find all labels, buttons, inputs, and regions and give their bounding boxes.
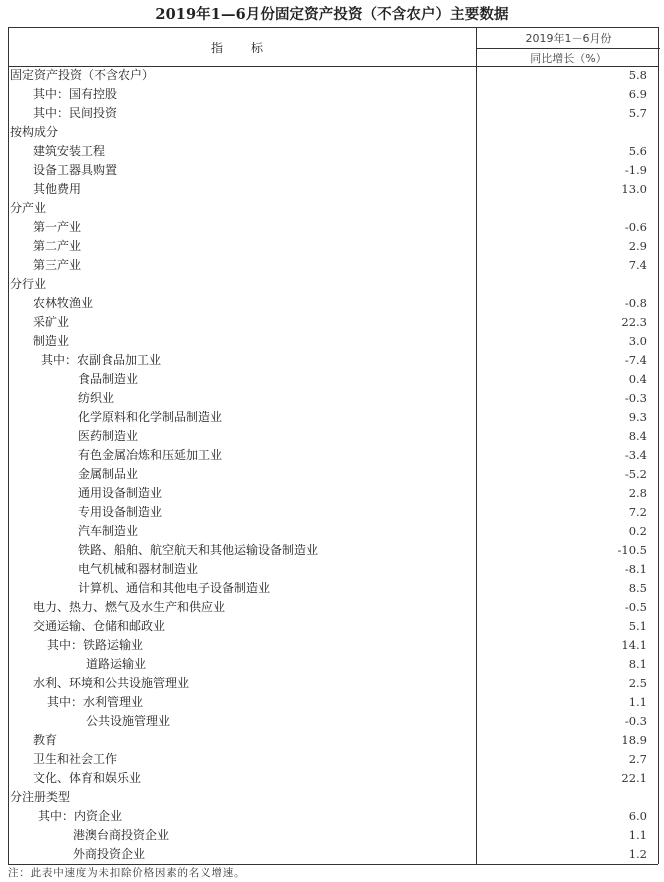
- row-value: -0.8: [624, 296, 647, 310]
- table-row: [0, 256, 664, 275]
- table-row: [0, 522, 664, 541]
- row-label: 计算机、通信和其他电子设备制造业: [78, 581, 271, 595]
- row-value: -0.3: [624, 714, 647, 728]
- table-row: [0, 218, 664, 237]
- row-value: 13.0: [621, 182, 647, 196]
- table-row: [0, 427, 664, 446]
- row-value: 7.2: [628, 505, 647, 519]
- table-row: [0, 199, 664, 218]
- row-value: -8.1: [624, 562, 647, 576]
- row-value: 5.7: [628, 106, 647, 120]
- row-label: 交通运输、仓储和邮政业: [33, 619, 166, 633]
- row-value: 18.9: [621, 733, 647, 747]
- table-row: [0, 85, 664, 104]
- table-row: [0, 389, 664, 408]
- table-row: [0, 104, 664, 123]
- row-value: 8.5: [628, 581, 647, 595]
- row-label: 金属制品业: [78, 467, 139, 481]
- table-row: [0, 484, 664, 503]
- row-value: 0.2: [628, 524, 647, 538]
- table-row: [0, 769, 664, 788]
- row-label: 固定资产投资（不含农户）: [10, 68, 155, 82]
- row-label: 纺织业: [78, 391, 115, 405]
- row-value: 2.7: [628, 752, 647, 766]
- table-row: [0, 465, 664, 484]
- row-value: 1.2: [628, 847, 647, 861]
- row-value: 2.9: [628, 239, 647, 253]
- row-label: 设备工器具购置: [33, 163, 118, 177]
- row-label: 其中：铁路运输业: [47, 638, 144, 652]
- table-row: [0, 180, 664, 199]
- row-label: 有色金属冶炼和压延加工业: [78, 448, 223, 462]
- row-label: 通用设备制造业: [78, 486, 163, 500]
- table-row: [0, 693, 664, 712]
- row-value: -0.5: [624, 600, 647, 614]
- table-row: [0, 845, 664, 864]
- row-label: 汽车制造业: [78, 524, 139, 538]
- row-label: 文化、体育和娱乐业: [33, 771, 142, 785]
- row-label: 食品制造业: [78, 372, 139, 386]
- row-value: 8.1: [628, 657, 647, 671]
- table-row: [0, 503, 664, 522]
- table-row: [0, 807, 664, 826]
- row-label: 制造业: [33, 334, 70, 348]
- row-value: 5.8: [628, 68, 647, 82]
- row-value: 5.6: [628, 144, 647, 158]
- table-row: [0, 351, 664, 370]
- table-row: [0, 636, 664, 655]
- row-label: 第二产业: [33, 239, 82, 253]
- row-value: 22.1: [621, 771, 647, 785]
- bottom-rule: [8, 864, 658, 865]
- row-label: 教育: [33, 733, 58, 747]
- row-value: 1.1: [628, 695, 647, 709]
- row-label: 水利、环境和公共设施管理业: [33, 676, 190, 690]
- table-row: [0, 237, 664, 256]
- row-value: 3.0: [628, 334, 647, 348]
- row-value: 0.4: [628, 372, 647, 386]
- table-row: [0, 788, 664, 807]
- row-value: -0.6: [624, 220, 647, 234]
- row-value: -0.3: [624, 391, 647, 405]
- row-value: 7.4: [628, 258, 647, 272]
- row-value: 5.1: [628, 619, 647, 633]
- row-label: 采矿业: [33, 315, 70, 329]
- footnote: 注：此表中速度为未扣除价格因素的名义增速。: [8, 867, 246, 879]
- row-label: 建筑安装工程: [33, 144, 106, 158]
- table-row: [0, 712, 664, 731]
- row-label: 港澳台商投资企业: [73, 828, 170, 842]
- table-row: [0, 66, 664, 85]
- row-label: 专用设备制造业: [78, 505, 163, 519]
- row-value: -10.5: [617, 543, 647, 557]
- row-value: -5.2: [624, 467, 647, 481]
- table-row: [0, 655, 664, 674]
- row-label: 其中：内资企业: [38, 809, 123, 823]
- row-value: 2.8: [628, 486, 647, 500]
- table-row: [0, 750, 664, 769]
- row-label: 医药制造业: [78, 429, 139, 443]
- table-row: [0, 541, 664, 560]
- row-label: 其中：国有控股: [33, 87, 118, 101]
- row-value: -7.4: [624, 353, 647, 367]
- row-value: 22.3: [621, 315, 647, 329]
- table-row: [0, 674, 664, 693]
- table-row: [0, 826, 664, 845]
- row-label: 化学原料和化学制品制造业: [78, 410, 223, 424]
- table-row: [0, 123, 664, 142]
- table-row: [0, 731, 664, 750]
- row-label: 道路运输业: [86, 657, 147, 671]
- row-label: 农林牧渔业: [33, 296, 94, 310]
- table-row: [0, 560, 664, 579]
- row-label: 分注册类型: [10, 790, 71, 804]
- row-value: -3.4: [624, 448, 647, 462]
- row-label: 其中：民间投资: [33, 106, 118, 120]
- row-label: 电力、热力、燃气及水生产和供应业: [33, 600, 226, 614]
- row-label: 按构成分: [10, 125, 59, 139]
- table-row: [0, 142, 664, 161]
- row-value: 6.0: [628, 809, 647, 823]
- row-value: 2.5: [628, 676, 647, 690]
- row-label: 铁路、船舶、航空航天和其他运输设备制造业: [78, 543, 319, 557]
- row-value: 8.4: [628, 429, 647, 443]
- row-label: 分行业: [10, 277, 47, 291]
- table-row: [0, 598, 664, 617]
- row-label: 卫生和社会工作: [33, 752, 118, 766]
- table-row: [0, 313, 664, 332]
- row-label: 电气机械和器材制造业: [78, 562, 199, 576]
- column-header-indicator: 指 标: [210, 40, 271, 55]
- row-value: 6.9: [628, 87, 647, 101]
- column-header-growth: 同比增长（%）: [530, 51, 607, 65]
- table-row: [0, 370, 664, 389]
- row-label: 其中：水利管理业: [47, 695, 144, 709]
- row-label: 外商投资企业: [73, 847, 146, 861]
- row-value: 9.3: [628, 410, 647, 424]
- row-value: -1.9: [624, 163, 647, 177]
- row-label: 公共设施管理业: [86, 714, 171, 728]
- table-row: [0, 332, 664, 351]
- table-row: [0, 408, 664, 427]
- row-label: 分产业: [10, 201, 47, 215]
- table-body: [0, 66, 664, 864]
- table-row: [0, 294, 664, 313]
- row-value: 14.1: [621, 638, 647, 652]
- table-row: [0, 275, 664, 294]
- row-label: 其他费用: [33, 182, 82, 196]
- table-row: [0, 446, 664, 465]
- table-row: [0, 617, 664, 636]
- row-label: 第三产业: [33, 258, 82, 272]
- row-value: 1.1: [628, 828, 647, 842]
- table-row: [0, 579, 664, 598]
- row-label: 其中：农副食品加工业: [41, 353, 162, 367]
- column-header-period: 2019年1－6月份: [525, 32, 612, 45]
- table-title: 2019年1—6月份固定资产投资（不含农户）主要数据: [155, 5, 509, 23]
- table-row: [0, 161, 664, 180]
- row-label: 第一产业: [33, 220, 82, 234]
